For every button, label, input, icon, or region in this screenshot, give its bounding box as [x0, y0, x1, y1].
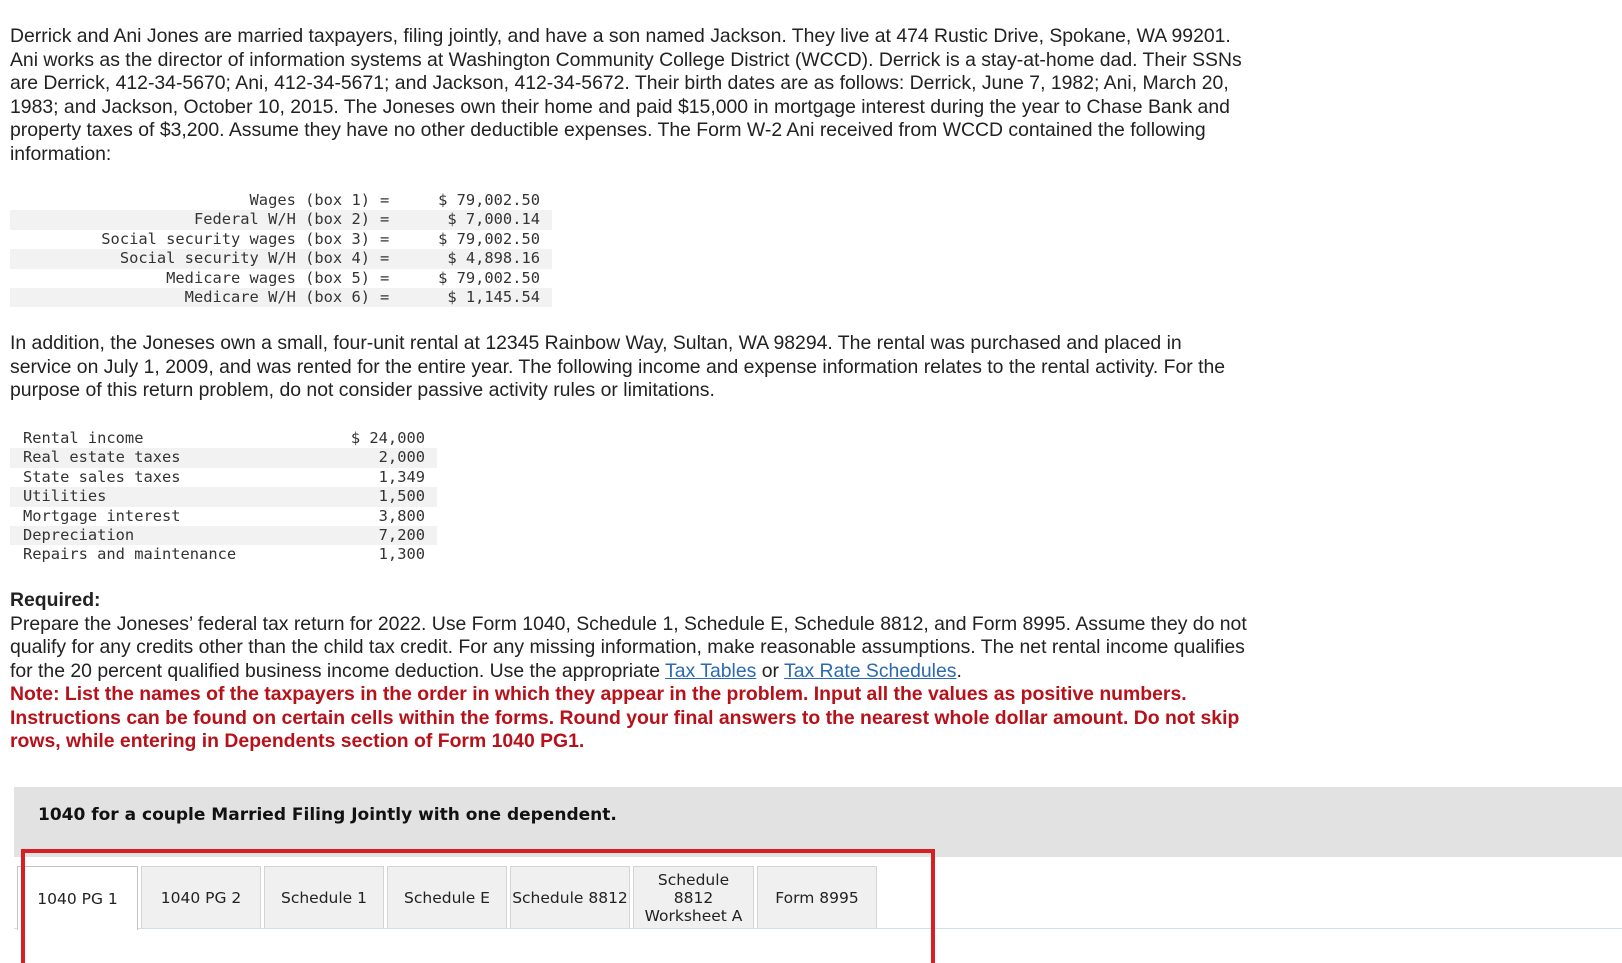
table-row — [10, 230, 552, 249]
w2-value: $ 79,002.50 — [438, 229, 540, 248]
table-row — [10, 249, 552, 268]
required-heading: Required: — [10, 589, 101, 611]
required-text: Prepare the Joneses’ federal tax return for 2022. Use Form 1040, Schedule 1, Schedule E, Schedule 8812, and Form 8995. Assume they do not qualify for any credits other than the child tax credit. For any missing information, make reasonable assumptions. The net rental income qualifies for the 20 percent qualified business income deduction. Use the appropriate — [10, 612, 1247, 682]
rental-label: Real estate taxes — [10, 448, 343, 467]
tab-label: Schedule E — [404, 888, 490, 907]
table-row — [10, 448, 437, 467]
tab-schedule-e[interactable] — [387, 866, 507, 928]
table-row — [10, 507, 437, 526]
w2-value: $ 79,002.50 — [438, 268, 540, 287]
w2-equals: = — [380, 268, 390, 287]
rental-label: Depreciation — [10, 526, 343, 545]
problem-intro-paragraph: Derrick and Ani Jones are married taxpayers, filing jointly, and have a son named Jackson. They live at 474 Rustic Drive, Spokane, WA 99201. Ani works as the director of information systems at Washington Community College District (WCCD). Derrick is a stay-at-home dad. Their SSNs are Derrick, 412-34-5670; Ani, 412-34-5671; and Jackson, 412-34-5672. Their birth dates are as follows: Derrick, June 7, 1982; Ani, March 20, 1983; and Jackson, October 10, 2015. The Joneses own their home and paid $15,000 in mortgage interest during the year to Chase Bank and property taxes of $3,200. Assume they have no other deductible expenses. The Form W-2 Ani received from WCCD contained the following information: — [10, 25, 1242, 165]
tab-label: Form 8995 — [775, 888, 859, 907]
tab-1040-pg-2[interactable] — [141, 866, 261, 928]
tab-baseline-divider — [14, 928, 1622, 929]
rental-value: 3,800 — [378, 506, 425, 525]
w2-value: $ 4,898.16 — [402, 249, 552, 268]
rental-label: Mortgage interest — [23, 506, 181, 525]
rental-value: 2,000 — [343, 448, 437, 467]
table-row — [10, 526, 437, 545]
tab-form-8995[interactable] — [757, 866, 877, 928]
rental-label: Utilities — [10, 487, 343, 506]
w2-equals: = — [380, 191, 390, 209]
rental-label: State sales taxes — [23, 467, 181, 486]
tab-schedule-8812[interactable] — [510, 866, 630, 928]
table-row — [10, 487, 437, 506]
w2-label: Wages (box 1) — [249, 191, 370, 209]
section-title: 1040 for a couple Married Filing Jointly with one dependent. — [38, 805, 617, 825]
tab-label: Schedule 8812 Worksheet A — [644, 870, 743, 925]
required-section — [10, 589, 1250, 754]
w2-label: Social security W/H (box 4) — [10, 249, 380, 268]
w2-equals: = — [380, 229, 390, 248]
tab-label: Schedule 8812 — [512, 888, 628, 907]
tab-label: Schedule 1 — [280, 888, 367, 907]
tab-schedule-8812-worksheet-a[interactable] — [633, 866, 754, 928]
rental-value: 7,200 — [343, 526, 437, 545]
table-row — [10, 288, 552, 307]
tax-tables-link[interactable]: Tax Tables — [665, 659, 757, 682]
w2-label: Medicare W/H (box 6) — [10, 288, 380, 307]
table-row — [10, 468, 437, 487]
tab-1040-pg-1[interactable] — [17, 866, 138, 930]
rental-label: Rental income — [23, 429, 144, 447]
rental-value: $ 24,000 — [350, 429, 425, 447]
table-row — [10, 429, 437, 448]
rental-label: Repairs and maintenance — [23, 545, 237, 564]
w2-label: Social security wages (box 3) — [101, 229, 370, 248]
w2-value: $ 7,000.14 — [402, 210, 552, 229]
table-row — [10, 545, 437, 564]
w2-equals: = — [380, 288, 402, 307]
rental-intro-paragraph: In addition, the Joneses own a small, four-unit rental at 12345 Rainbow Way, Sultan, WA 98294. The rental was purchased and placed in service on July 1, 2009, and was rented for the entire year. The following income and expense information relates to the rental activity. For the purpose of this return problem, do not consider passive activity rules or limitations. — [10, 332, 1226, 401]
w2-equals: = — [380, 210, 402, 229]
rental-value: 1,500 — [343, 487, 437, 506]
tax-rate-schedules-link[interactable]: Tax Rate Schedules — [784, 659, 957, 682]
w2-label: Medicare wages (box 5) — [166, 268, 370, 287]
w2-value: $ 79,002.50 — [438, 191, 540, 209]
tab-label: 1040 PG 1 — [37, 889, 118, 908]
table-row — [10, 269, 552, 288]
w2-value: $ 1,145.54 — [402, 288, 552, 307]
table-row — [10, 210, 552, 229]
tab-label: 1040 PG 2 — [160, 888, 242, 907]
or-text: or — [761, 659, 779, 682]
rental-info-table — [10, 429, 437, 565]
rental-value: 1,349 — [378, 467, 425, 486]
tab-schedule-1[interactable] — [264, 866, 384, 928]
w2-label: Federal W/H (box 2) — [10, 210, 380, 229]
w2-info-table — [10, 191, 552, 307]
rental-value: 1,300 — [378, 545, 425, 564]
period-text: . — [956, 659, 962, 682]
w2-equals: = — [380, 249, 402, 268]
section-header — [14, 787, 1622, 857]
required-note: Note: List the names of the taxpayers in the order in which they appear in the problem. Input all the values as positive numbers. Instructions can be found on certain cells within the forms. Round your final answers to the nearest whole dollar amount. Do not skip rows, while entering in Dependents section of Form 1040 PG1. — [10, 683, 1240, 752]
table-row — [10, 191, 552, 210]
form-tab-bar — [14, 857, 1622, 963]
